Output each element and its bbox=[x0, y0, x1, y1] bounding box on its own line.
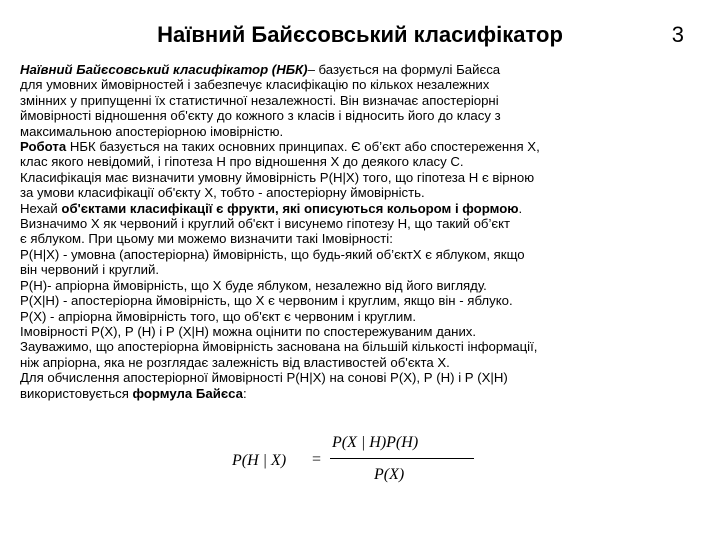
text-line bbox=[20, 139, 710, 154]
text-line: ніж апріорна, яка не розглядає залежність від властивостей об'єкта Х. bbox=[20, 354, 450, 370]
body-text bbox=[20, 62, 710, 401]
text-line: Р(Н|Х) - умовна (апостеріорна) ймовірність, що будь-який об’єктХ є яблуком, якщо bbox=[20, 246, 525, 262]
text-line: Для обчислення апостеріорної ймовірності Р(Н|Х) на сонові Р(Х), Р (Н) і Р (Х|Н) bbox=[20, 370, 508, 386]
bayes-formula-term: формула Байєса bbox=[132, 385, 243, 401]
text-fragment: . bbox=[518, 200, 523, 216]
text-fragment: НБК базується на таких основних принципах. Є об’єкт або спостереження Х, bbox=[66, 139, 540, 155]
formula-lhs: P(H | X) bbox=[232, 452, 287, 469]
fraction-bar bbox=[330, 458, 474, 459]
text-line: Зауважимо, що апостеріорна ймовірність заснована на більшій кількості інформації, bbox=[20, 339, 538, 355]
text-line: клас якого невідомий, і гіпотеза Н про відношення Х до деякого класу С. bbox=[20, 154, 464, 170]
classifier-term: Наївний Байєсовський класифікатор (НБК) bbox=[20, 62, 308, 77]
text-line: Р(Х|Н) - апостеріорна ймовірність, що Х є червоним і круглим, якщо він - яблуко. bbox=[20, 293, 513, 309]
text-line: Класифікація має визначити умовну ймовірність Р(Н|Х) того, що гіпотеза Н є вірною bbox=[20, 169, 535, 185]
text-fragment: – базується на формулі Байєса bbox=[307, 62, 501, 77]
text-line bbox=[20, 386, 710, 401]
text-line: для умовних ймовірностей і забезпечує класифікацію по кількох незалежних bbox=[20, 77, 490, 93]
text-line: змінних у припущенні їх статистичної незалежності. Він визначає апостеріорні bbox=[20, 92, 499, 108]
formula-denominator: P(X) bbox=[374, 466, 405, 483]
slide-title: Наївний Байєсовський класифікатор bbox=[157, 22, 563, 47]
text-line: за умови класифікації об'єкту Х, тобто - апостеріорну ймовірність. bbox=[20, 185, 425, 201]
text-line: максимальною апостеріорною імовірністю. bbox=[20, 123, 284, 139]
text-line: Р(Х) - апріорна ймовірність того, що об'єкт є червоним і круглим. bbox=[20, 308, 417, 324]
formula-equals: = bbox=[312, 451, 322, 468]
text-line: він червоний і круглий. bbox=[20, 262, 160, 278]
text-line bbox=[20, 62, 710, 77]
text-line: ймовірності відношення об'єкту до кожного з класів і відносить його до класу з bbox=[20, 108, 501, 124]
text-fragment: використовується bbox=[20, 385, 133, 401]
slide-number: 3 bbox=[671, 22, 684, 47]
text-line: Р(Н)- апріорна ймовірність, що Х буде яблуком, незалежно від його вигляду. bbox=[20, 277, 487, 293]
text-line: Імовірності Р(Х), Р (Н) і Р (Х|Н) можна оцінити по спостережуваним даних. bbox=[20, 323, 477, 339]
fruits-emphasis: об'єктами класифікації є фрукти, які описуються кольором і формою bbox=[61, 200, 519, 216]
text-fragment: : bbox=[242, 385, 247, 401]
text-line bbox=[20, 201, 710, 216]
text-line: є яблуком. При цьому ми можемо визначити такі Імовірності: bbox=[20, 231, 393, 247]
work-term: Робота bbox=[20, 139, 67, 155]
text-fragment: Нехай bbox=[20, 200, 62, 216]
formula-numerator: P(X | H)P(H) bbox=[332, 434, 419, 451]
text-line: Визначимо Х як червоний і круглий об'єкт і висунемо гіпотезу Н, що такий об’єкт bbox=[20, 216, 511, 232]
